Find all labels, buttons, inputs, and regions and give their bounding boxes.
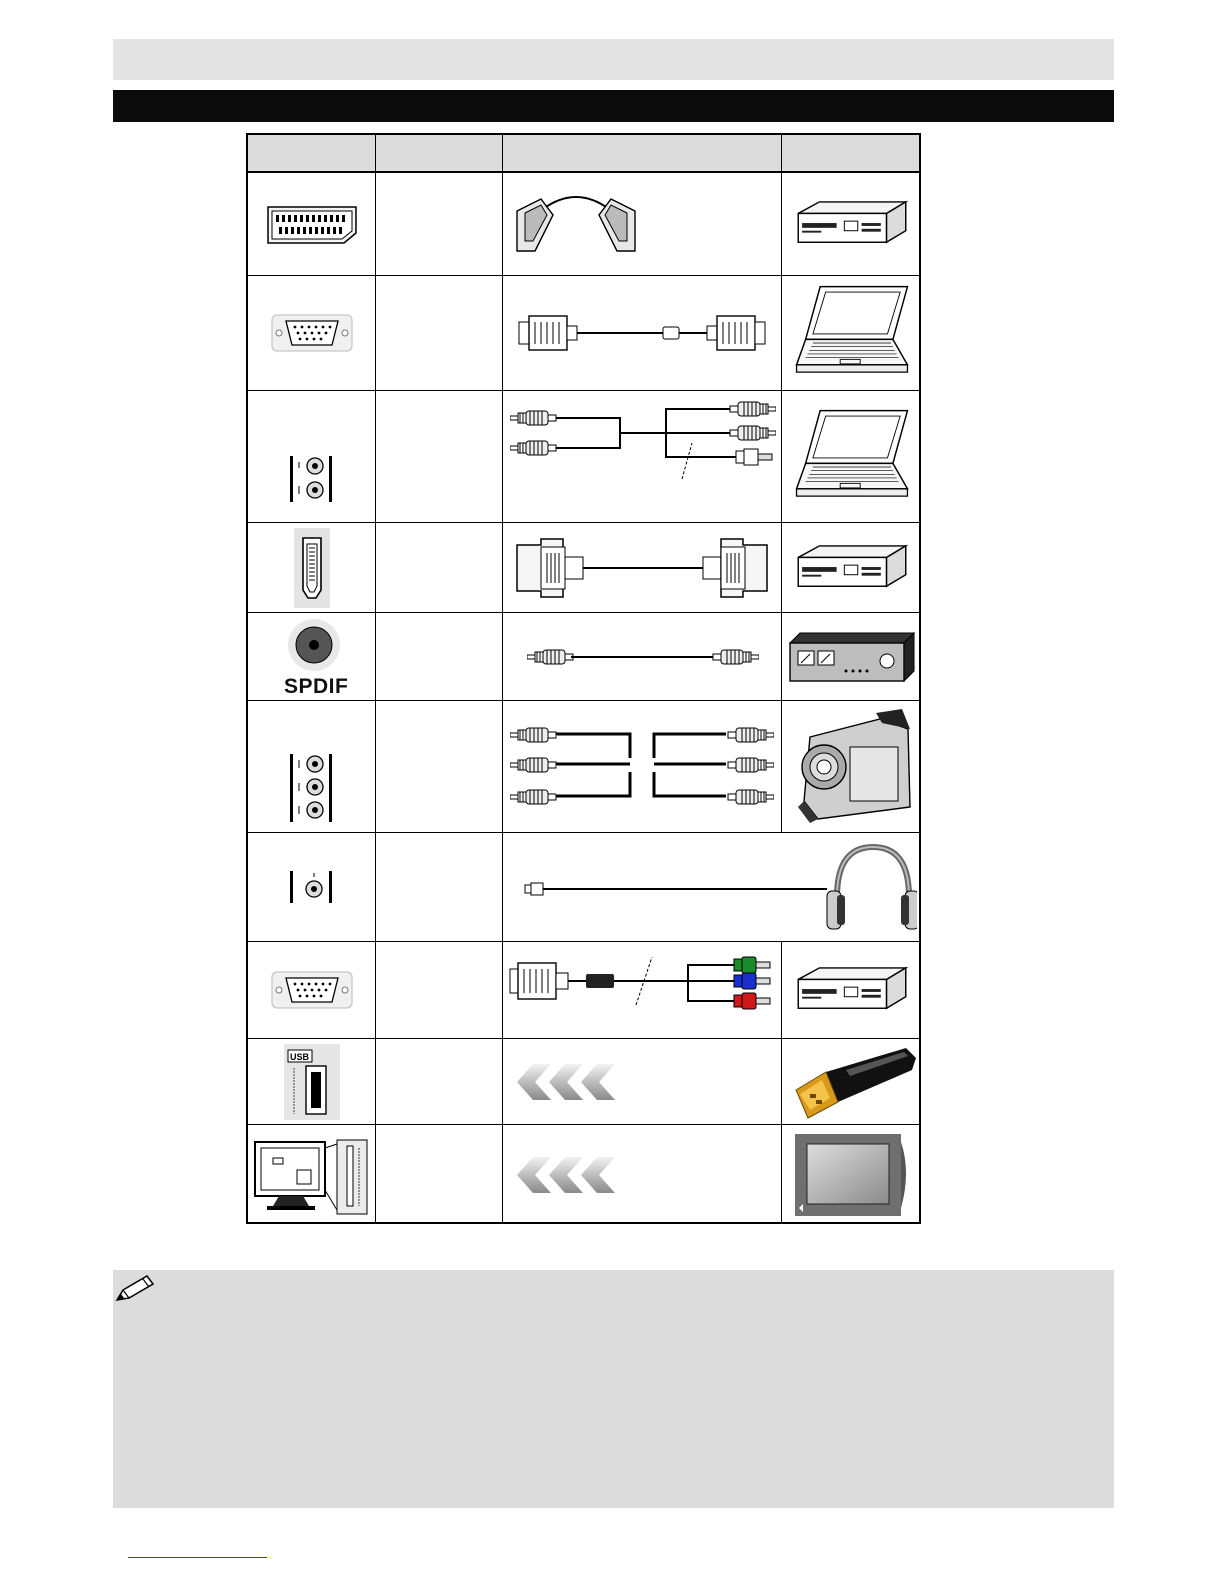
connection-table [246, 133, 921, 1224]
dvd-player-icon [782, 173, 921, 275]
laptop-icon [782, 391, 921, 522]
audio-amplifier-icon [782, 613, 921, 700]
hdmi-cable-icon [503, 523, 781, 612]
table-header-row [248, 135, 919, 173]
insert-arrows-icon [503, 1125, 781, 1224]
header-gray-bar [113, 39, 1114, 80]
headphone-jack-icon [248, 833, 375, 941]
note-pencil-icon [113, 1270, 159, 1306]
camcorder-icon [782, 701, 921, 832]
dvd-player-icon [782, 523, 921, 612]
insert-arrows-icon [503, 1039, 781, 1124]
av-rca-cable-icon [503, 701, 781, 832]
cam-module-icon [782, 1125, 921, 1224]
laptop-icon [782, 276, 921, 390]
spdif-connector-icon [248, 613, 375, 700]
usb-label: USB [289, 1051, 309, 1062]
note-box [113, 1270, 1114, 1508]
ypbpr-vga-connector-icon [248, 942, 375, 1038]
av-input-icon [248, 701, 375, 832]
scart-cable-icon [503, 173, 781, 275]
coaxial-cable-icon [503, 613, 781, 700]
vga-to-component-cable-icon [503, 942, 781, 1038]
ci-slot-tv-icon [248, 1125, 375, 1224]
spdif-label: SPDIF [284, 675, 349, 698]
usb-port-icon [248, 1039, 375, 1124]
footer-link-underline[interactable] [128, 1557, 267, 1558]
usb-stick-icon [782, 1039, 921, 1124]
dvd-player-icon [782, 942, 921, 1038]
rca-to-jack-cable-icon [503, 391, 781, 522]
vga-cable-icon [503, 276, 781, 390]
section-title-bar [113, 90, 1114, 122]
pc-audio-input-icon [248, 391, 375, 522]
vga-connector-icon [248, 276, 375, 390]
hdmi-connector-icon [248, 523, 375, 612]
headphones-icon [827, 847, 917, 929]
scart-connector-icon [248, 173, 375, 275]
headphone-cable-icon [503, 833, 921, 941]
